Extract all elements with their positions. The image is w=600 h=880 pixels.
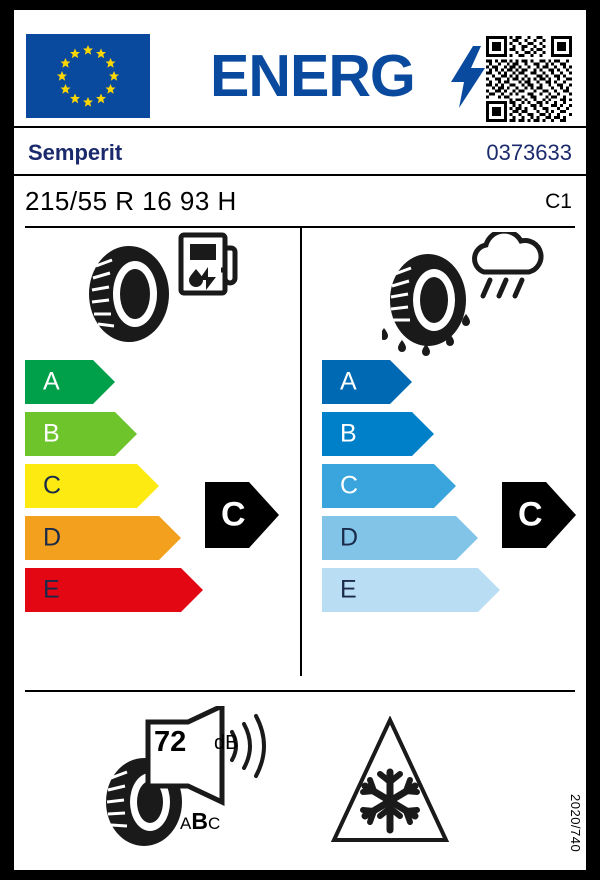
wet-grip-grade-bar xyxy=(322,360,412,404)
panel-divider xyxy=(300,228,302,676)
wet-grip-grade-letter: A xyxy=(340,367,357,396)
fuel-efficiency-grade-letter: E xyxy=(43,575,60,604)
product-code: 0373633 xyxy=(486,140,572,165)
fuel-efficiency-grade-arrow xyxy=(25,360,115,404)
wet-grip-grade-letter: D xyxy=(340,523,359,552)
wet-grip-grade-bar xyxy=(322,568,500,612)
wet-grip-grade-arrow xyxy=(322,412,434,456)
fuel-efficiency-grade-bar xyxy=(25,516,181,560)
noise-class-current: B xyxy=(191,808,208,834)
wet-grip-grade-row xyxy=(322,360,500,404)
fuel-efficiency-pictogram-group xyxy=(86,232,246,344)
tyre-class: C1 xyxy=(545,190,572,213)
fuel-efficiency-grade-row xyxy=(25,464,203,508)
wet-grip-grade-arrow xyxy=(322,360,412,404)
fuel-efficiency-grade-bar xyxy=(25,412,137,456)
wet-grip-grade-bar xyxy=(322,464,456,508)
brand-divider xyxy=(14,174,586,176)
wet-grip-grade-letter: E xyxy=(340,575,357,604)
noise-value: 72 xyxy=(154,726,187,758)
fuel-efficiency-grade-letter: B xyxy=(43,419,60,448)
fuel-efficiency-grade-bar xyxy=(25,568,203,612)
fuel-efficiency-grade-bar xyxy=(25,464,159,508)
tyre-wet-icon xyxy=(382,252,474,356)
wet-grip-grade-row xyxy=(322,568,500,612)
lightning-bolt-icon xyxy=(451,46,485,108)
header-divider xyxy=(14,126,586,128)
wet-grip-grade-row xyxy=(322,516,500,560)
energy-wordmark: ENERG xyxy=(210,43,415,109)
fuel-efficiency-grade-row xyxy=(25,516,203,560)
wet-grip-grade-letter: B xyxy=(340,419,357,448)
fuel-efficiency-grade-scale xyxy=(25,360,203,620)
noise-class-c: C xyxy=(207,814,221,833)
rain-cloud-icon xyxy=(466,232,548,306)
tyre-icon xyxy=(86,244,172,344)
wet-grip-result xyxy=(502,482,576,548)
fuel-efficiency-result xyxy=(205,482,279,548)
wet-grip-pictogram-group xyxy=(382,232,552,344)
fuel-pump-icon xyxy=(176,232,238,296)
wet-grip-grade-bar xyxy=(322,516,478,560)
brand-name: Semperit xyxy=(28,140,123,165)
noise-section-divider xyxy=(25,690,575,692)
eu-flag-icon xyxy=(26,34,150,118)
fuel-efficiency-grade-arrow xyxy=(25,412,137,456)
label-header xyxy=(14,18,586,126)
regulation-reference: 2020/740 xyxy=(568,793,583,852)
wet-grip-grade-letter: C xyxy=(340,471,359,500)
wet-result-letter: C xyxy=(518,495,543,534)
snow-grip-group xyxy=(330,716,450,846)
noise-unit: dB xyxy=(214,732,239,754)
noise-class-a: A xyxy=(180,814,192,833)
fuel-efficiency-grade-row xyxy=(25,360,203,404)
fuel-efficiency-grade-letter: C xyxy=(43,471,62,500)
fuel-result-letter: C xyxy=(221,495,246,534)
wet-grip-grade-scale xyxy=(322,360,500,620)
noise-class-scale xyxy=(180,808,220,835)
fuel-efficiency-grade-row xyxy=(25,568,203,612)
fuel-efficiency-grade-letter: A xyxy=(43,367,60,396)
fuel-efficiency-grade-bar xyxy=(25,360,115,404)
qr-code-icon xyxy=(486,36,572,122)
three-peak-mountain-snowflake-icon xyxy=(330,716,450,846)
eu-stars-icon xyxy=(26,34,150,118)
wet-grip-grade-bar xyxy=(322,412,434,456)
wet-grip-grade-row xyxy=(322,412,500,456)
fuel-efficiency-grade-row xyxy=(25,412,203,456)
wet-grip-grade-row xyxy=(322,464,500,508)
tyre-size-designation: 215/55 R 16 93 H xyxy=(25,186,237,216)
noise-group xyxy=(96,706,286,852)
fuel-efficiency-grade-letter: D xyxy=(43,523,62,552)
